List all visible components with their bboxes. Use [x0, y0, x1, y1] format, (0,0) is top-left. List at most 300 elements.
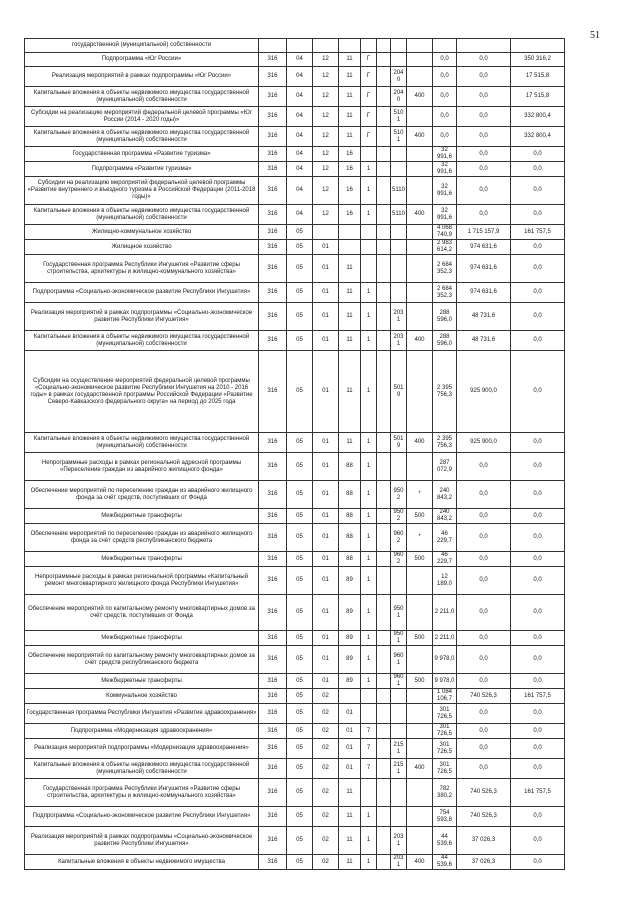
- program-code: 88: [339, 453, 361, 481]
- section-code: 05: [287, 631, 313, 646]
- ved-code: 316: [259, 509, 287, 524]
- table-row: [25, 739, 617, 759]
- amount-year-1: 32 991,6: [433, 147, 457, 162]
- subsection-code: 01: [313, 331, 339, 351]
- expense-type-code: [407, 595, 433, 631]
- amount-year-2: 0,0: [457, 147, 511, 162]
- extra-code: [377, 303, 391, 331]
- program-code: 89: [339, 567, 361, 595]
- ved-code: 316: [259, 205, 287, 225]
- section-code: 05: [287, 283, 313, 303]
- target-article-code: 9602: [391, 552, 407, 567]
- ved-code: 316: [259, 303, 287, 331]
- amount-year-1: 288 596,0: [433, 331, 457, 351]
- table-row: [25, 147, 617, 162]
- subprogram-code: 1: [361, 205, 377, 225]
- amount-year-3: 161 757,5: [511, 225, 565, 240]
- target-article-code: [391, 567, 407, 595]
- section-code: 05: [287, 351, 313, 433]
- amount-year-2: 0,0: [457, 87, 511, 107]
- expense-type-code: [407, 351, 433, 433]
- table-row: [25, 177, 617, 205]
- subprogram-code: 7: [361, 759, 377, 779]
- target-article-code: 9501: [391, 631, 407, 646]
- section-code: 04: [287, 67, 313, 87]
- amount-year-2: 740 526,3: [457, 779, 511, 807]
- program-code: 89: [339, 646, 361, 674]
- program-code: [339, 240, 361, 255]
- program-code: 88: [339, 524, 361, 552]
- table-row: [25, 255, 617, 283]
- amount-year-2: 0,0: [457, 646, 511, 674]
- row-name: Жилищно-коммунальное хозяйство: [25, 225, 259, 240]
- amount-year-2: 0,0: [457, 205, 511, 225]
- subsection-code: 12: [313, 177, 339, 205]
- section-code: 04: [287, 87, 313, 107]
- target-article-code: 5110: [391, 205, 407, 225]
- subsection-code: [313, 225, 339, 240]
- expense-type-code: [407, 147, 433, 162]
- row-name: Капитальные вложения в объекты недвижимого имущества государственной (муниципальной) собственности: [25, 331, 259, 351]
- extra-code: [377, 453, 391, 481]
- section-code: 05: [287, 524, 313, 552]
- section-code: 05: [287, 240, 313, 255]
- subprogram-code: Г: [361, 87, 377, 107]
- subprogram-code: 1: [361, 631, 377, 646]
- amount-year-1: 2 211,0: [433, 631, 457, 646]
- amount-year-3: 0,0: [511, 827, 565, 855]
- extra-code: [377, 107, 391, 127]
- ved-code: 316: [259, 779, 287, 807]
- ved-code: 316: [259, 552, 287, 567]
- program-code: 11: [339, 87, 361, 107]
- subprogram-code: Г: [361, 67, 377, 87]
- extra-code: [377, 509, 391, 524]
- program-code: 01: [339, 724, 361, 739]
- ved-code: 316: [259, 147, 287, 162]
- subsection-code: 01: [313, 552, 339, 567]
- amount-year-1: 4 068 740,9: [433, 225, 457, 240]
- expense-type-code: *: [407, 481, 433, 509]
- extra-code: [377, 759, 391, 779]
- extra-code: [377, 739, 391, 759]
- amount-year-2: 0,0: [457, 759, 511, 779]
- target-article-code: [391, 453, 407, 481]
- amount-year-2: 0,0: [457, 674, 511, 689]
- amount-year-1: 2 395 756,3: [433, 433, 457, 453]
- amount-year-1: 754 593,8: [433, 807, 457, 827]
- amount-year-2: 48 731,6: [457, 331, 511, 351]
- target-article-code: 9602: [391, 524, 407, 552]
- section-code: 05: [287, 255, 313, 283]
- expense-type-code: [407, 255, 433, 283]
- row-name: Жилищное хозяйство: [25, 240, 259, 255]
- section-code: 05: [287, 739, 313, 759]
- row-name: Подпрограмма «Развитие туризма»: [25, 162, 259, 177]
- extra-code: [377, 225, 391, 240]
- extra-code: [377, 674, 391, 689]
- row-name: Межбюджетные трансферты: [25, 631, 259, 646]
- table-row: [25, 433, 617, 453]
- ved-code: 316: [259, 807, 287, 827]
- amount-year-1: 46 229,7: [433, 524, 457, 552]
- extra-code: [377, 205, 391, 225]
- target-article-code: 2031: [391, 331, 407, 351]
- table-row: [25, 240, 617, 255]
- amount-year-1: 287 072,9: [433, 453, 457, 481]
- expense-type-code: [407, 177, 433, 205]
- ved-code: 316: [259, 331, 287, 351]
- target-article-code: 2151: [391, 759, 407, 779]
- amount-year-3: 0,0: [511, 567, 565, 595]
- amount-year-2: 925 900,0: [457, 351, 511, 433]
- amount-year-1: 9 978,0: [433, 646, 457, 674]
- extra-code: [377, 481, 391, 509]
- row-name: государственной (муниципальной) собственности: [25, 39, 259, 53]
- amount-year-1: 301 726,5: [433, 759, 457, 779]
- ved-code: 316: [259, 739, 287, 759]
- row-name: Коммунальное хозяйство: [25, 689, 259, 704]
- program-code: 16: [339, 177, 361, 205]
- amount-year-1: 32 991,6: [433, 205, 457, 225]
- section-code: 05: [287, 225, 313, 240]
- amount-year-3: 0,0: [511, 303, 565, 331]
- section-code: 05: [287, 433, 313, 453]
- program-code: 11: [339, 53, 361, 67]
- table-row: [25, 595, 617, 631]
- program-code: 11: [339, 779, 361, 807]
- amount-year-3: 0,0: [511, 147, 565, 162]
- subsection-code: 02: [313, 689, 339, 704]
- page-number: 51: [590, 30, 600, 41]
- amount-year-1: 240 843,2: [433, 481, 457, 509]
- amount-year-1: 2 684 352,3: [433, 283, 457, 303]
- target-article-code: 2031: [391, 303, 407, 331]
- table-row: [25, 351, 617, 433]
- amount-year-2: 0,0: [457, 739, 511, 759]
- table-row: [25, 87, 617, 107]
- subsection-code: 12: [313, 162, 339, 177]
- expense-type-code: [407, 646, 433, 674]
- amount-year-3: 17 515,8: [511, 67, 565, 87]
- subprogram-code: [361, 704, 377, 724]
- ved-code: 316: [259, 67, 287, 87]
- table-row: [25, 225, 617, 240]
- program-code: 89: [339, 595, 361, 631]
- expense-type-code: 400: [407, 127, 433, 147]
- amount-year-3: 0,0: [511, 855, 565, 870]
- amount-year-2: 974 631,6: [457, 240, 511, 255]
- expense-type-code: [407, 303, 433, 331]
- row-name: Подпрограмма «Социально-экономическое развитие Республики Ингушетия»: [25, 283, 259, 303]
- subprogram-code: [361, 689, 377, 704]
- amount-year-2: 37 026,3: [457, 827, 511, 855]
- amount-year-1: 32 991,6: [433, 177, 457, 205]
- row-name: Государственная программа Республики Ингушетия «Развитие сферы строительства, архитектуры и жилищно-коммунального хозяйства»: [25, 779, 259, 807]
- amount-year-1: 301 726,5: [433, 739, 457, 759]
- program-code: 11: [339, 67, 361, 87]
- amount-year-3: 161 757,5: [511, 689, 565, 704]
- subprogram-code: 7: [361, 739, 377, 759]
- target-article-code: [391, 162, 407, 177]
- target-article-code: [391, 240, 407, 255]
- amount-year-3: 332 800,4: [511, 107, 565, 127]
- target-article-code: [391, 807, 407, 827]
- amount-year-1: 2 684 352,3: [433, 255, 457, 283]
- program-code: 01: [339, 759, 361, 779]
- row-name: Обеспечение мероприятий по капитальному ремонту многоквартирных домов за счёт средств, поступивших от Фонда: [25, 595, 259, 631]
- extra-code: [377, 283, 391, 303]
- subprogram-code: [361, 240, 377, 255]
- amount-year-2: 0,0: [457, 53, 511, 67]
- amount-year-1: 0,0: [433, 67, 457, 87]
- subsection-code: 01: [313, 509, 339, 524]
- amount-year-3: 161 757,5: [511, 779, 565, 807]
- amount-year-3: 0,0: [511, 481, 565, 509]
- expense-type-code: [407, 240, 433, 255]
- expense-type-code: 400: [407, 855, 433, 870]
- extra-code: [377, 331, 391, 351]
- program-code: [339, 689, 361, 704]
- subsection-code: 01: [313, 303, 339, 331]
- table-row: [25, 704, 617, 724]
- subprogram-code: 1: [361, 331, 377, 351]
- extra-code: [377, 433, 391, 453]
- amount-year-3: [511, 39, 565, 53]
- amount-year-2: 0,0: [457, 567, 511, 595]
- row-name: Капитальные вложения в объекты недвижимого имущества государственной (муниципальной) собственности: [25, 433, 259, 453]
- extra-code: [377, 351, 391, 433]
- section-code: 04: [287, 205, 313, 225]
- row-name: Субсидии на реализацию мероприятий федеральной целевой программы «Развитие внутреннего и въездного туризма в Российской Федерации (2011-2018 годы)»: [25, 177, 259, 205]
- target-article-code: [391, 779, 407, 807]
- amount-year-2: 0,0: [457, 595, 511, 631]
- subsection-code: 01: [313, 433, 339, 453]
- amount-year-1: 12 189,0: [433, 567, 457, 595]
- target-article-code: [391, 689, 407, 704]
- program-code: 89: [339, 631, 361, 646]
- amount-year-2: 0,0: [457, 631, 511, 646]
- target-article-code: [391, 147, 407, 162]
- amount-year-1: 0,0: [433, 127, 457, 147]
- table-row: [25, 552, 617, 567]
- ved-code: 316: [259, 759, 287, 779]
- subsection-code: 01: [313, 240, 339, 255]
- extra-code: [377, 595, 391, 631]
- table-row: [25, 509, 617, 524]
- expense-type-code: [407, 567, 433, 595]
- section-code: 04: [287, 127, 313, 147]
- table-row: [25, 524, 617, 552]
- row-name: Реализация мероприятий в рамках подпрограммы «Юг России»: [25, 67, 259, 87]
- extra-code: [377, 689, 391, 704]
- expense-type-code: 500: [407, 674, 433, 689]
- extra-code: [377, 87, 391, 107]
- amount-year-3: 0,0: [511, 453, 565, 481]
- extra-code: [377, 724, 391, 739]
- target-article-code: 5101: [391, 107, 407, 127]
- program-code: 01: [339, 704, 361, 724]
- expense-type-code: 500: [407, 509, 433, 524]
- table-row: [25, 481, 617, 509]
- section-code: 05: [287, 646, 313, 674]
- row-name: Обеспечение мероприятий по переселению граждан из аварийного жилищного фонда за счёт средств республиканского бюджета: [25, 524, 259, 552]
- ved-code: 316: [259, 524, 287, 552]
- table-row: [25, 807, 617, 827]
- subsection-code: 01: [313, 283, 339, 303]
- ved-code: 316: [259, 225, 287, 240]
- section-code: 05: [287, 595, 313, 631]
- row-name: Межбюджетные трансферты: [25, 509, 259, 524]
- amount-year-3: 0,0: [511, 631, 565, 646]
- row-name: Реализация мероприятий подпрограммы «Модернизация здравоохранения»: [25, 739, 259, 759]
- table-body: [25, 39, 617, 870]
- ved-code: 316: [259, 646, 287, 674]
- extra-code: [377, 240, 391, 255]
- extra-code: [377, 67, 391, 87]
- target-article-code: 9601: [391, 646, 407, 674]
- extra-code: [377, 255, 391, 283]
- expense-type-code: 500: [407, 552, 433, 567]
- program-code: 88: [339, 481, 361, 509]
- subsection-code: 01: [313, 595, 339, 631]
- amount-year-3: 0,0: [511, 162, 565, 177]
- subsection-code: 12: [313, 127, 339, 147]
- ved-code: 316: [259, 433, 287, 453]
- table-row: [25, 724, 617, 739]
- section-code: 05: [287, 331, 313, 351]
- expense-type-code: [407, 689, 433, 704]
- ved-code: 316: [259, 127, 287, 147]
- program-code: 01: [339, 739, 361, 759]
- amount-year-1: 288 596,0: [433, 303, 457, 331]
- subprogram-code: 1: [361, 453, 377, 481]
- section-code: 05: [287, 759, 313, 779]
- expense-type-code: 400: [407, 759, 433, 779]
- expense-type-code: [407, 739, 433, 759]
- subprogram-code: 1: [361, 674, 377, 689]
- target-article-code: [391, 225, 407, 240]
- subsection-code: 02: [313, 739, 339, 759]
- ved-code: 316: [259, 724, 287, 739]
- subprogram-code: Г: [361, 127, 377, 147]
- ved-code: 316: [259, 855, 287, 870]
- table-row: [25, 53, 617, 67]
- row-name: Подпрограмма «Юг России»: [25, 53, 259, 67]
- row-name: Капитальные вложения в объекты недвижимого имущества государственной (муниципальной) собственности: [25, 759, 259, 779]
- row-name: Межбюджетные трансферты: [25, 552, 259, 567]
- expense-type-code: *: [407, 524, 433, 552]
- subsection-code: 01: [313, 567, 339, 595]
- target-article-code: 2040: [391, 67, 407, 87]
- budget-table: [24, 38, 617, 870]
- section-code: 05: [287, 689, 313, 704]
- target-article-code: [391, 255, 407, 283]
- target-article-code: 9502: [391, 509, 407, 524]
- amount-year-3: 0,0: [511, 646, 565, 674]
- amount-year-3: 0,0: [511, 509, 565, 524]
- table-row: [25, 674, 617, 689]
- expense-type-code: [407, 704, 433, 724]
- target-article-code: 9601: [391, 674, 407, 689]
- amount-year-1: 2 983 614,2: [433, 240, 457, 255]
- ved-code: 316: [259, 351, 287, 433]
- amount-year-2: 740 526,3: [457, 689, 511, 704]
- program-code: 11: [339, 303, 361, 331]
- ved-code: 316: [259, 240, 287, 255]
- section-code: 04: [287, 162, 313, 177]
- subprogram-code: 1: [361, 351, 377, 433]
- ved-code: 316: [259, 177, 287, 205]
- subprogram-code: 1: [361, 595, 377, 631]
- target-article-code: 5110: [391, 177, 407, 205]
- ved-code: 316: [259, 631, 287, 646]
- subsection-code: 02: [313, 855, 339, 870]
- expense-type-code: [407, 283, 433, 303]
- expense-type-code: [407, 807, 433, 827]
- subprogram-code: 1: [361, 827, 377, 855]
- table-row: [25, 67, 617, 87]
- row-name: Реализация мероприятий в рамках подпрограммы «Социально-экономическое развитие Республики Ингушетия»: [25, 827, 259, 855]
- program-code: 16: [339, 162, 361, 177]
- expense-type-code: [407, 724, 433, 739]
- amount-year-2: 925 900,0: [457, 433, 511, 453]
- expense-type-code: 400: [407, 87, 433, 107]
- table-row: [25, 567, 617, 595]
- extra-code: [377, 524, 391, 552]
- extra-code: [377, 646, 391, 674]
- extra-code: [377, 53, 391, 67]
- target-article-code: [391, 704, 407, 724]
- amount-year-2: 0,0: [457, 509, 511, 524]
- program-code: 11: [339, 351, 361, 433]
- row-name: Субсидии на реализацию мероприятий федеральной целевой программы «Юг России (2014 - 2020 годы)»: [25, 107, 259, 127]
- extra-code: [377, 779, 391, 807]
- ved-code: 316: [259, 87, 287, 107]
- row-name: Непрограммные расходы в рамках региональной программы «Капитальный ремонт многоквартирного жилищного фонда Республики Ингушетия»: [25, 567, 259, 595]
- ved-code: [259, 39, 287, 53]
- amount-year-1: 301 726,5: [433, 704, 457, 724]
- extra-code: [377, 567, 391, 595]
- subprogram-code: 1: [361, 481, 377, 509]
- expense-type-code: 400: [407, 331, 433, 351]
- program-code: 11: [339, 127, 361, 147]
- table-row: [25, 646, 617, 674]
- expense-type-code: [407, 225, 433, 240]
- table-row: [25, 689, 617, 704]
- expense-type-code: [407, 453, 433, 481]
- target-article-code: 2031: [391, 827, 407, 855]
- section-code: 05: [287, 509, 313, 524]
- ved-code: 316: [259, 162, 287, 177]
- amount-year-1: 0,0: [433, 87, 457, 107]
- subsection-code: 01: [313, 674, 339, 689]
- amount-year-3: 0,0: [511, 739, 565, 759]
- subsection-code: 02: [313, 759, 339, 779]
- row-name: Субсидии на осуществление мероприятий федеральной целевой программы «Социально-экономическое развитие Республики Ингушетия на 2010 - 2016 годы» в рамках государственной программы Российской Федерации «Развитие Северо-Кавказского федерального округа» на период до 2025 года: [25, 351, 259, 433]
- section-code: [287, 39, 313, 53]
- amount-year-3: 0,0: [511, 807, 565, 827]
- subsection-code: 01: [313, 631, 339, 646]
- program-code: 11: [339, 255, 361, 283]
- target-article-code: 5101: [391, 127, 407, 147]
- program-code: [339, 225, 361, 240]
- subprogram-code: 1: [361, 807, 377, 827]
- amount-year-3: 0,0: [511, 724, 565, 739]
- subprogram-code: 1: [361, 177, 377, 205]
- subsection-code: 01: [313, 524, 339, 552]
- table-row: [25, 127, 617, 147]
